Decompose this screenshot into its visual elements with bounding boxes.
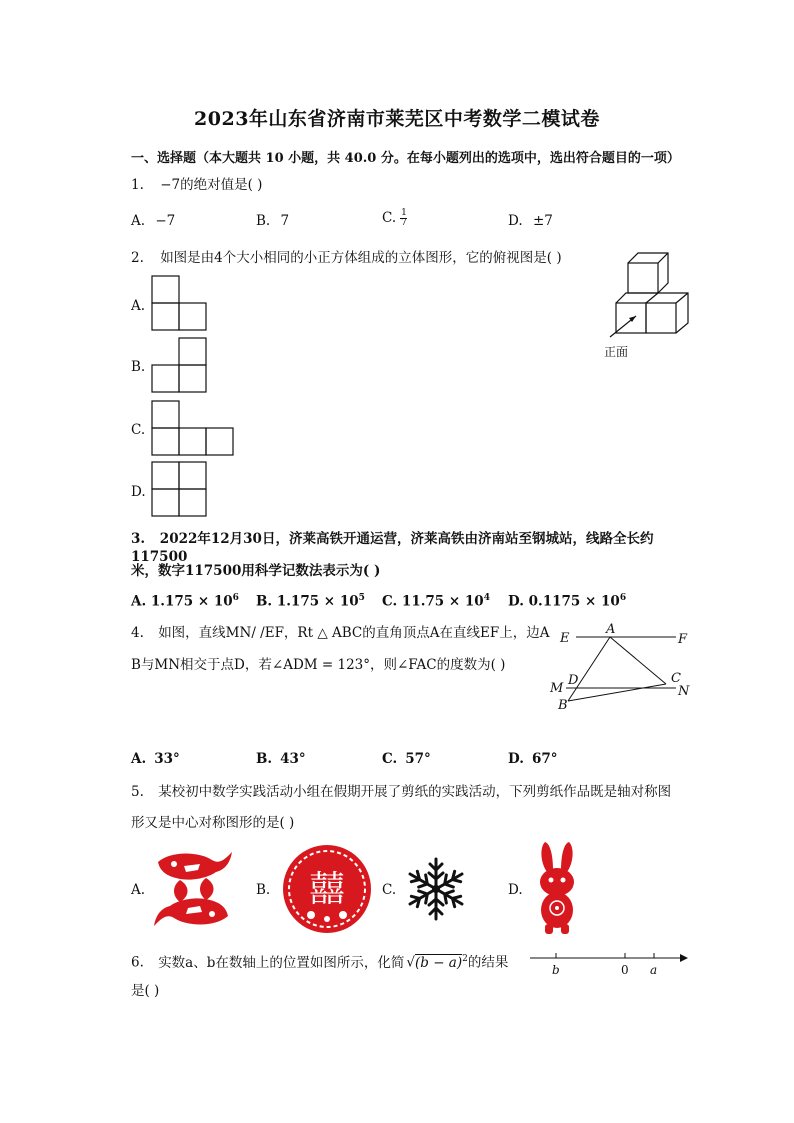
option-b: B. [131, 359, 146, 375]
svg-text:D: D [568, 673, 579, 688]
paper-cut-rabbit-icon [527, 838, 587, 938]
option-d: D. [508, 882, 523, 898]
svg-text:F: F [678, 632, 688, 647]
option-a: A. [131, 298, 146, 314]
question-2: 2. 如图是由4个大小相同的小正方体组成的立体图形，它的俯视图是( ) [131, 250, 562, 266]
option-b: B. $1.175 \times 10^5$ [256, 593, 365, 610]
option-b: B. 7 [256, 213, 290, 229]
question-5: 5. 某校初中数学实践活动小组在假期开展了剪纸的实践活动，下列剪纸作品既是轴对称图 [131, 784, 672, 800]
option-c: C. $\frac{1}{7}$ [382, 208, 407, 228]
paper-cut-fish-icon [150, 848, 236, 930]
front-label: 正面 [604, 345, 629, 359]
option-a: A. [131, 882, 146, 898]
option-d: D. ±7 [508, 213, 553, 229]
svg-text:b: b [552, 963, 560, 977]
svg-text:N: N [678, 684, 690, 699]
option-a: A. $1.175 \times 10^6$ [131, 593, 239, 610]
page-title: 2023年山东省济南市莱芜区中考数学二模试卷 [194, 108, 600, 130]
option-a: A. 33° [131, 751, 180, 767]
option-a-figure [151, 275, 207, 331]
option-a: A. −7 [131, 213, 176, 229]
paper-cut-snowflake-icon [404, 854, 468, 924]
option-b: B. 43° [256, 751, 306, 767]
svg-text:M: M [550, 681, 564, 696]
option-c-figure [151, 400, 235, 456]
question-6: 6. 实数a、b在数轴上的位置如图所示，化简 $√(b - a)^2$的结果 [131, 950, 508, 972]
question-4-line2: B与MN相交于点D，若∠ADM = 123°，则∠FAC的度数为( ) [131, 657, 506, 673]
question-6-line2: 是( ) [131, 983, 160, 999]
option-b-figure [151, 337, 207, 393]
section-header: 一、选择题（本大题共 10 小题，共 40.0 分。在每小题列出的选项中，选出符合题目的一项） [131, 151, 680, 166]
question-1 [131, 176, 262, 194]
option-c: C. $11.75 \times 10^4$ [382, 593, 490, 610]
option-c: C. 57° [382, 751, 431, 767]
option-c: C. [382, 882, 397, 898]
option-d: D. $0.1175 \times 10^6$ [508, 593, 627, 610]
svg-text:a: a [650, 963, 658, 977]
option-d: D. [131, 484, 146, 500]
question-5-line2: 形又是中心对称图形的是( ) [131, 815, 295, 831]
fraction: $\frac{1}{7}$ [401, 208, 407, 228]
number-line [528, 944, 694, 980]
paper-cut-double-happiness-icon [281, 843, 373, 935]
sqrt-expression: $√(b - a)^2$ [406, 954, 468, 971]
xi-character: 囍 [308, 869, 346, 910]
option-d-figure [151, 461, 207, 517]
question-3: 3. 2022年12月30日，济莱高铁开通运营，济莱高铁由济南站至钢城站，线路全长约117500 [131, 531, 654, 565]
cube-figure [596, 250, 696, 362]
option-b: B. [256, 882, 271, 898]
svg-text:0: 0 [621, 963, 629, 977]
svg-text:C: C [671, 671, 681, 686]
svg-text:B: B [558, 698, 568, 712]
option-d: D. 67° [508, 751, 558, 767]
question-number: 1. [131, 177, 144, 193]
option-c: C. [131, 422, 146, 438]
geometry-figure [548, 620, 698, 712]
question-4: 4. 如图，直线MN/ /EF，Rt △ ABC的直角顶点A在直线EF上，边A [131, 625, 550, 641]
svg-text:A: A [606, 622, 616, 637]
question-3-line2: 米，数字117500用科学记数法表示为( ) [131, 563, 381, 579]
svg-text:E: E [560, 631, 570, 646]
question-text: −7的绝对值是( ) [160, 177, 263, 193]
